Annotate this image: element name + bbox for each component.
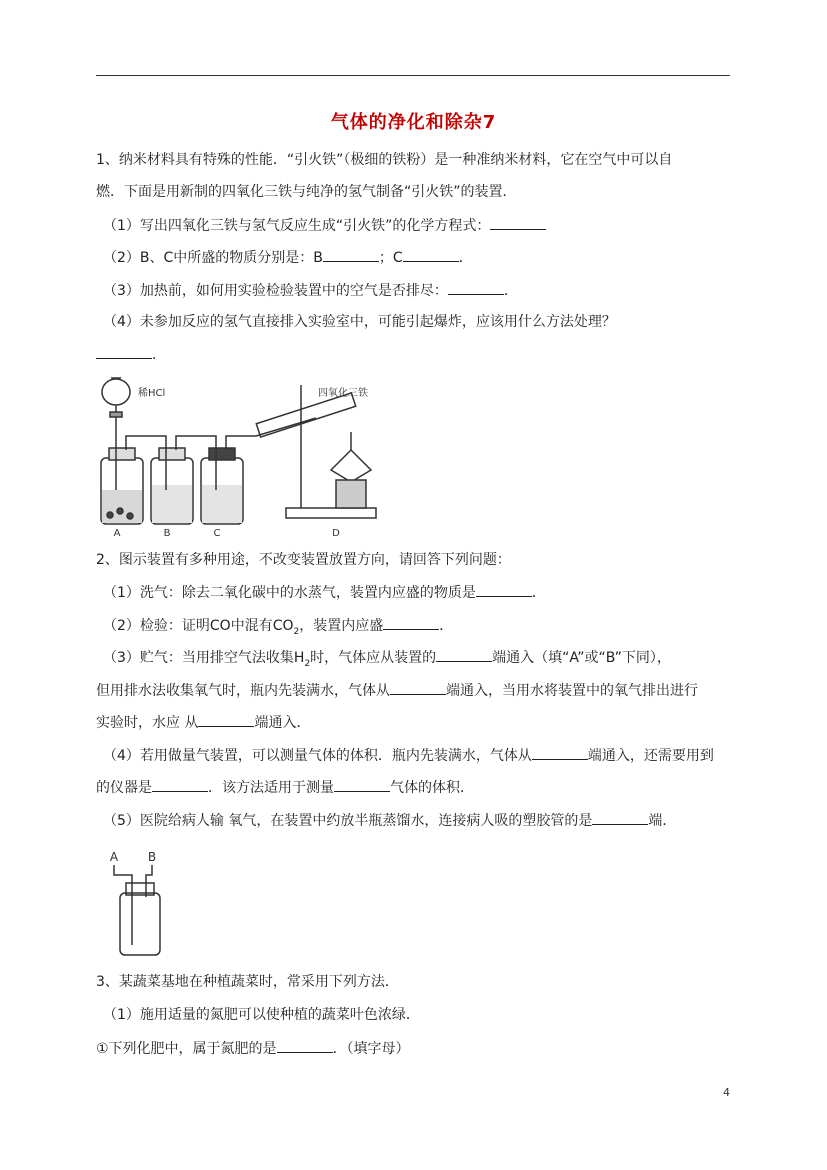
q2-part4-text-a: （4）若用做量气装置，可以测量气体的体积．瓶内先装满水，气体从 [103, 748, 532, 764]
funnel-icon [102, 379, 130, 405]
q2-part2-text-b: ，装置内应盛 [299, 618, 384, 634]
q2-part3-text-a: （3）贮气：当用排空气法收集H [103, 650, 305, 666]
q1-part2 [103, 247, 743, 268]
q2-part5-text-a: （5）医院给病人输 氧气，在装置中约放半瓶蒸馏水，连接病人吸的塑胶管的是 [103, 813, 593, 829]
page-number: 4 [723, 1086, 730, 1099]
q2-part3-line2 [96, 680, 736, 701]
answer-blank[interactable] [383, 615, 439, 630]
q2-part5 [103, 810, 743, 831]
q1-intro-line1: 1、纳米材料具有特殊的性能．“引火铁”（极细的铁粉）是一种准纳米材料，它在空气中可以自 [96, 152, 673, 168]
q2-part3-line2-a: 但用排水法收集氧气时，瓶内先装满水，气体从 [96, 683, 390, 699]
answer-blank[interactable] [592, 810, 648, 825]
q1-part2-text-c: ． [458, 250, 473, 266]
q1-part4-end: ． [152, 347, 166, 363]
q2-part2-text-a: （2）检验：证明CO中混有CO [103, 618, 294, 634]
header-rule [96, 75, 730, 76]
q1-part3 [103, 280, 743, 301]
label-b: B [163, 528, 171, 539]
q2-part3 [103, 647, 743, 674]
label-a: A [113, 528, 121, 539]
q2-part1-end: ． [531, 585, 546, 601]
q3-intro: 3、某蔬菜基地在种植蔬菜时，常采用下列方法． [96, 974, 399, 990]
answer-blank-c[interactable] [403, 247, 459, 262]
q1-part2-text-a: （2）B、C中所盛的物质分别是：B [103, 250, 323, 266]
answer-blank[interactable] [476, 582, 532, 597]
q2-part3-line3-a: 实验时，水应 从 [96, 715, 199, 731]
answer-blank[interactable] [490, 215, 546, 230]
stand-base-icon [286, 508, 376, 518]
subscript: 2 [304, 658, 311, 669]
q1-part2-text-b: ；C [378, 250, 403, 266]
gas-bottle-figure [100, 845, 180, 960]
q3-part1-sub [96, 1038, 736, 1059]
q2-part2 [103, 615, 743, 642]
label-a: A [109, 850, 119, 864]
q2-part4 [103, 745, 743, 766]
bottle-icon [120, 893, 160, 955]
label-hcl: 稀HCl [138, 388, 166, 399]
short-tube-icon [146, 865, 152, 897]
q1-intro-line2: 燃．下面是用新制的四氧化三铁与纯净的氢气制备“引火铁”的装置． [96, 184, 517, 200]
q1-part1-text: （1）写出四氧化三铁与氢气反应生成“引火铁”的化学方程式： [103, 218, 491, 234]
q1-part1 [103, 215, 743, 236]
q2-part4-line2-b: ．该方法适用于测量 [208, 780, 334, 796]
q3-part1-sub-a: ①下列化肥中，属于氮肥的是 [96, 1041, 277, 1057]
answer-blank[interactable] [96, 344, 152, 359]
q3-part1-sub-b: ．（填字母） [332, 1041, 410, 1057]
q2-part1-text: （1）洗气：除去二氧化碳中的水蒸气，装置内应盛的物质是 [103, 585, 476, 601]
q2-part5-text-b: 端． [648, 813, 677, 829]
answer-blank-b[interactable] [323, 247, 379, 262]
q2-part3-line2-b: 端通入，当用水将装置中的氧气排出进行 [446, 683, 698, 699]
q2-part3-text-c: 端通入（填“A”或“B”下同）， [492, 650, 671, 666]
answer-blank[interactable] [436, 647, 492, 662]
q1-part4: （4）未参加反应的氢气直接排入实验室中，可能引起爆炸，应该用什么方法处理？ [103, 314, 616, 330]
q1-part4-answer [96, 344, 736, 365]
q1-part3-text: （3）加热前，如何用实验检验装置中的空气是否排尽： [103, 283, 448, 299]
page-title: 气体的净化和除杂7 [330, 112, 497, 133]
answer-blank[interactable] [448, 280, 504, 295]
label-c: C [213, 528, 221, 539]
q3-part1: （1）施用适量的氮肥可以使种植的蔬菜叶色浓绿． [103, 1007, 420, 1023]
q2-part3-line3-b: 端通入． [254, 715, 311, 731]
answer-blank[interactable] [198, 712, 254, 727]
q2-part1 [103, 582, 743, 603]
apparatus-figure-1 [96, 370, 396, 540]
q1-part3-end: ． [503, 283, 518, 299]
long-tube-icon [114, 865, 132, 945]
answer-blank[interactable] [277, 1038, 333, 1053]
q2-part4-line2-c: 气体的体积． [390, 780, 474, 796]
reaction-tube-icon [256, 393, 355, 437]
answer-blank[interactable] [334, 777, 390, 792]
label-b: B [147, 850, 157, 864]
q2-part4-line2-a: 的仪器是 [96, 780, 152, 796]
q2-part4-line2 [96, 777, 736, 798]
label-fe3o4: 四氧化三铁 [318, 388, 368, 399]
q2-part3-text-b: 时，气体应从装置的 [310, 650, 437, 666]
answer-blank[interactable] [152, 777, 208, 792]
subscript: 2 [293, 626, 300, 637]
lamp-icon [331, 450, 371, 482]
q2-intro: 2、图示装置有多种用途，不改变装置放置方向，请回答下列问题： [96, 552, 511, 568]
label-d: D [332, 528, 340, 539]
q2-part4-text-b: 端通入，还需要用到 [587, 748, 714, 764]
answer-blank[interactable] [390, 680, 446, 695]
q2-part2-end: ． [439, 618, 454, 634]
answer-blank[interactable] [532, 745, 588, 760]
q2-part3-line3 [96, 712, 736, 733]
